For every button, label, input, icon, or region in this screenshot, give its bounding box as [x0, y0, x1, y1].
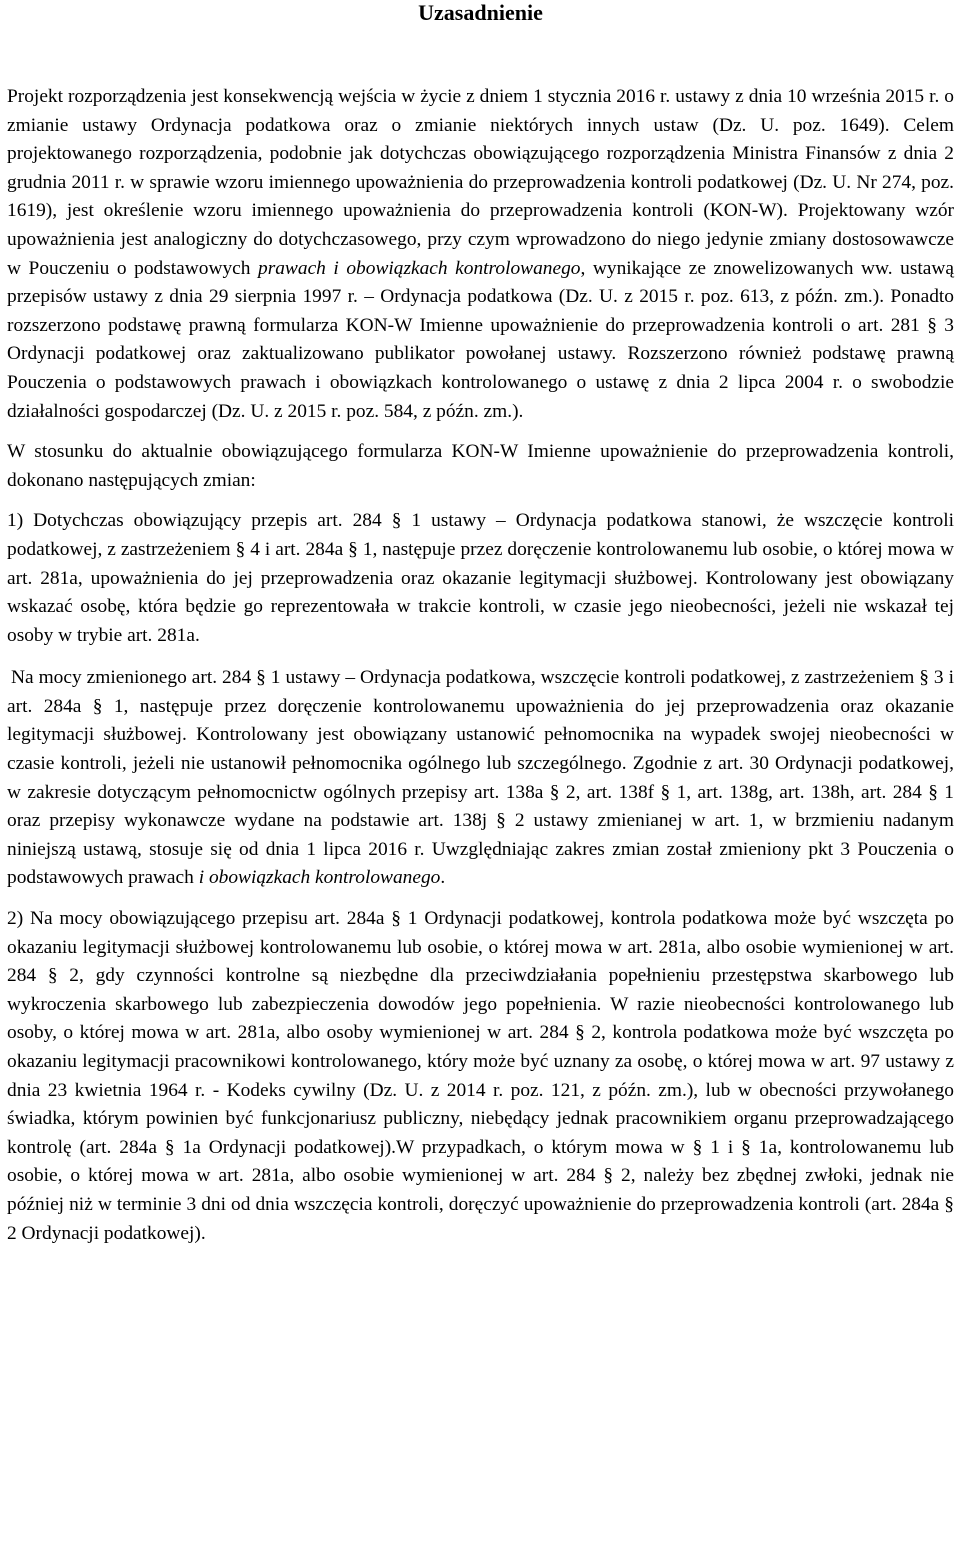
paragraph-text: Projekt rozporządzenia jest konsekwencją wejścia w życie z dniem 1 stycznia 2016 r. ustawy z dnia 10 września 2015 r. o zmianie ustawy Ordynacja podatkowa oraz o zmianie niektórych innych ustaw (Dz. U. poz. 1649). Celem projektowanego rozporządzenia, podobnie jak dotychczas obowiązującego rozporządzenia Ministra Finansów z dnia 2 grudnia 2011 r. w sprawie wzoru imiennego upoważnienia do przeprowadzenia kontroli podatkowej (Dz. U. Nr 274, poz. 1619), jest określenie wzoru imiennego upoważnienia do przeprowadzenia kontroli (KON-W). Projektowany wzór upoważnienia jest analogiczny do dotychczasowego, przy czym wprowadzono do niego jedynie zmiany dostosowawcze w Pouczeniu o podstawowych: [7, 86, 954, 279]
paragraph-intro: [7, 83, 954, 426]
paragraph-change-1: [7, 507, 954, 650]
paragraph-text: Na mocy zmienionego art. 284 § 1 ustawy – Ordynacja podatkowa, wszczęcie kontroli podatkowej, z zastrzeżeniem § 3 i art. 284a § 1, następuje przez doręczenie kontrolowanemu upoważnienia do jej przeprowadzenia oraz okazanie legitymacji służbowej. Kontrolowany jest obowiązany ustanowić pełnomocnika na wypadek swojej nieobecności w czasie kontroli, jeżeli nie ustanowił pełnomocnika ogólnego lub szczególnego. Zgodnie z art. 30 Ordynacji podatkowej, w zakresie dotyczącym pełnomocnictw ogólnych przepisy art. 138a § 2, art. 138f § 1, art. 138g, art. 138h, art. 284 § 1 oraz przepisy wykonawcze wydane na podstawie art. 138j § 2 ustawy zmienianej w art. 1, w brzmieniu nadanym niniejszą ustawą, stosuje się od dnia 1 lipca 2016 r. Uwzględniając zakres zmian został zmieniony pkt 3 Pouczenia o podstawowych prawach: [7, 667, 954, 889]
paragraph-text: 2) Na mocy obowiązującego przepisu art. 284a § 1 Ordynacji podatkowej, kontrola podatkowa może być wszczęta po okazaniu legitymacji służbowej kontrolowanemu lub osobie, o której mowa w art. 281a, albo osobie wymienionej w art. 284 § 2, gdy czynności kontrolne są niezbędne dla przeciwdziałania popełnieniu przestępstwa skarbowego lub wykroczenia skarbowego lub zabezpieczenia dowodów jego popełnienia. W razie nieobecności kontrolowanego lub osoby, o której mowa w art. 281a, albo osoby wymienionej w art. 284 § 2, kontrola podatkowa może być wszczęta po okazaniu legitymacji pracownikowi kontrolowanego, który może być uznany za osobę, o której mowa w art. 97 ustawy z dnia 23 kwietnia 1964 r. - Kodeks cywilny (Dz. U. z 2014 r. poz. 121, z późn. zm.), lub w obecności przywołanego świadka, którym powinien być funkcjonariusz publiczny, niebędący jednak pracownikiem organu przeprowadzającego kontrolę (art. 284a § 1a Ordynacji podatkowej).W przypadkach, o którym mowa w § 1 i § 1a, kontrolowanemu lub osobie, o której mowa w art. 281a, albo osobie wymienionej w art. 284 § 2, należy bez zbędnej zwłoki, jednak nie później niż w terminie 3 dni od dnia wszczęcia kontroli, doręczyć upoważnienie do przeprowadzenia kontroli (art. 284a § 2 Ordynacji podatkowej).: [7, 908, 954, 1244]
paragraph-change-1-amended: [7, 664, 954, 893]
paragraph-change-2: [7, 905, 954, 1248]
paragraph-italic-text: prawach i obowiązkach kontrolowanego: [258, 257, 581, 279]
paragraph-text: , wynikające ze znowelizowanych ww. ustawą przepisów ustawy z dnia 29 sierpnia 1997 r. – Ordynacja podatkowa (Dz. U. z 2015 r. poz. 613, z późn. zm.). Ponadto rozszerzono podstawę prawną formularza KON-W Imienne upoważnienie do przeprowadzenia kontroli o art. 281 § 3 Ordynacji podatkowej oraz zaktualizowano publikator powołanej ustawy. Rozszerzono również podstawę prawną Pouczenia o podstawowych prawach i obowiązkach kontrolowanego o ustawę z dnia 2 lipca 2004 r. o swobodzie działalności gospodarczej (Dz. U. z 2015 r. poz. 584, z późn. zm.).: [7, 257, 954, 422]
paragraph-changes-intro: [7, 438, 954, 495]
paragraph-text: .: [440, 867, 446, 889]
paragraph-text: W stosunku do aktualnie obowiązującego formularza KON-W Imienne upoważnienie do przeprowadzenia kontroli, dokonano następujących zmian:: [7, 441, 954, 491]
document-title: Uzasadnienie: [418, 0, 543, 25]
paragraph-text: 1) Dotychczas obowiązujący przepis art. 284 § 1 ustawy – Ordynacja podatkowa stanowi, że wszczęcie kontroli podatkowej, z zastrzeżeniem § 4 i art. 284a § 1, następuje przez doręczenie kontrolowanemu lub osobie, o której mowa w art. 281a, upoważnienia do jej przeprowadzenia oraz okazanie legitymacji służbowej. Kontrolowany jest obowiązany wskazać osobę, która będzie go reprezentowała w trakcie kontroli, w czasie jego nieobecności, jeżeli nie wskazał tej osoby w trybie art. 281a.: [7, 510, 954, 646]
paragraph-italic-text: i obowiązkach kontrolowanego: [198, 867, 441, 889]
